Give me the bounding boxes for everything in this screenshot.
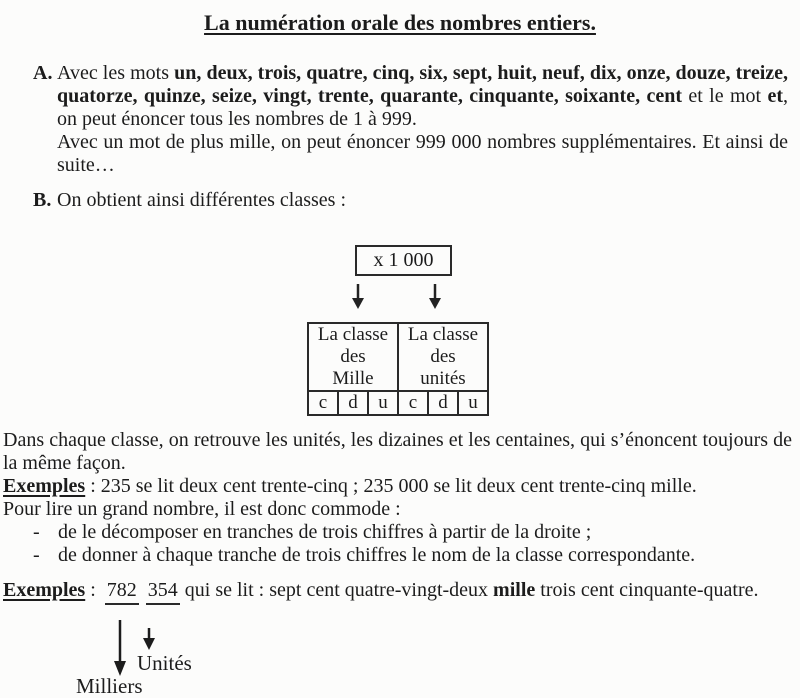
bullet-text: de donner à chaque tranche de trois chiffres le nom de la classe correspondante.: [58, 544, 696, 566]
bullet-dash: -: [33, 544, 40, 566]
number-decomposition-annotation: [0, 609, 800, 698]
class-mille-line3: Mille: [332, 368, 374, 389]
text-segment: et le mot: [681, 85, 768, 107]
cell-unites-u: u: [458, 391, 488, 415]
cell-unites-d: d: [428, 391, 458, 415]
text-segment: Avec les mots: [57, 62, 175, 84]
cell-mille-c: c: [308, 391, 338, 415]
class-names-row: [308, 323, 488, 391]
unites-arrow-icon: [141, 628, 161, 652]
milliers-arrow-icon: [111, 620, 131, 678]
classes-explanation: Dans chaque classe, on retrouve les unités, les dizaines et les centaines, qui s’énoncent toujours de la même façon.: [3, 429, 792, 474]
section-b: [0, 189, 800, 212]
class-unites-header: [398, 323, 488, 391]
section-b-marker: B.: [33, 189, 52, 211]
bullet-text: de le décomposer en tranches de trois chiffres à partir de la droite ;: [58, 521, 592, 543]
cell-mille-d: d: [338, 391, 368, 415]
text-segment: trois cent cinquante-quatre.: [535, 579, 759, 601]
examples1-line: [0, 475, 800, 498]
cell-unites-c: c: [398, 391, 428, 415]
class-unites-line2: des: [430, 346, 456, 367]
thousands-number: 782: [105, 581, 139, 605]
class-unites-line3: unités: [420, 368, 466, 389]
examples2-line: [0, 579, 800, 609]
section-a: [0, 62, 800, 177]
classes-diagram: [0, 212, 800, 414]
page-title: La numération orale des nombres entiers.: [204, 10, 596, 35]
bullet-item-1: [0, 521, 800, 544]
section-a-paragraph-1: [57, 62, 788, 131]
examples1-label: Exemples: [3, 475, 86, 497]
cell-mille-u: u: [368, 391, 398, 415]
examples2-label: Exemples: [3, 579, 86, 601]
bullet-dash: -: [33, 521, 40, 543]
number-words-list: un, deux, trois, quatre, cinq, six, sept, huit, neuf, dix, onze, douze, treize, quatorze, quinze, seize, vingt, trente, quarante, cinquante, soixante, cent: [57, 62, 789, 107]
section-a-marker: A.: [33, 62, 53, 84]
text-segment: , on peut énoncer tous les nombres de 1 à 999.: [57, 85, 788, 130]
thousands-label: Milliers: [76, 674, 143, 698]
et-word: et: [767, 85, 783, 107]
text-segment: : 235 se lit deux cent trente-cinq ; 235 000 se lit deux cent trente-cinq mille.: [85, 475, 697, 497]
section-a-paragraph-2: Avec un mot de plus mille, on peut énoncer 999 000 nombres supplémentaires. Et ainsi de suite…: [57, 131, 788, 176]
bullet-item-2: [0, 544, 800, 567]
down-arrows-icon: [340, 283, 460, 310]
class-mille-header: [308, 323, 398, 391]
class-mille-line1: La classe: [317, 324, 389, 345]
class-mille-line2: des: [340, 346, 366, 367]
multiplier-box: x 1 000: [355, 245, 452, 276]
classes-table: [307, 322, 489, 416]
cdu-row: [308, 391, 488, 415]
commode-line: Pour lire un grand nombre, il est donc commode :: [3, 498, 401, 520]
section-b-text: On obtient ainsi différentes classes :: [57, 189, 347, 211]
units-label: Unités: [137, 651, 192, 675]
text-segment: :: [85, 579, 101, 601]
mille-word: mille: [493, 579, 536, 601]
units-number: 354: [146, 581, 180, 605]
text-segment: qui se lit : sept cent quatre-vingt-deux: [179, 579, 494, 601]
class-unites-line1: La classe: [407, 324, 479, 345]
